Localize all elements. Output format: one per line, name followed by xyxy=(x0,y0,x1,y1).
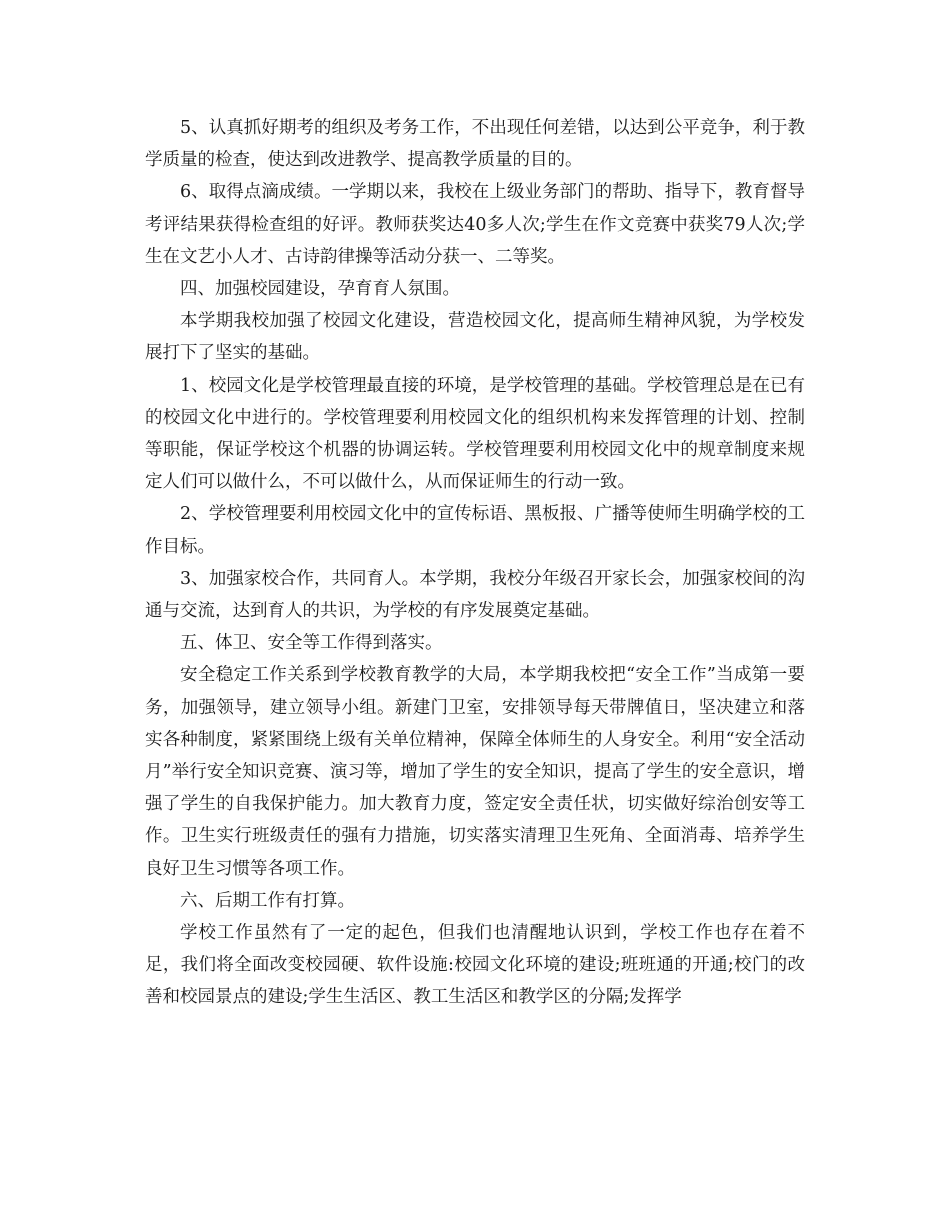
paragraph-campus-culture-management: 1、校园文化是学校管理最直接的环境，是学校管理的基础。学校管理总是在已有的校园文化中进行的。学校管理要利用校园文化的组织机构来发挥管理的计划、控制等职能，保证学校这个机器的协调运转。学校管理要利用校园文化中的规章制度来规定人们可以做什么，不可以做什么，从而保证师生的行动一致。 xyxy=(145,375,805,493)
paragraph-achievements: 6、取得点滴成绩。一学期以来，我校在上级业务部门的帮助、指导下，教育督导考评结果获得检查组的好评。教师获奖达40多人次;学生在作文竞赛中获奖79人次;学生在文艺小人才、古诗韵律操等活动分获一、二等奖。 xyxy=(145,182,805,267)
paragraph-future-plans: 学校工作虽然有了一定的起色，但我们也清醒地认识到，学校工作也存在着不足，我们将全面改变校园硬、软件设施:校园文化环境的建设;班班通的开通;校门的改善和校园景点的建设;学生生活区、教工生活区和教学区的分隔;发挥学 xyxy=(145,923,805,1008)
document-page xyxy=(145,112,805,1014)
paragraph-safety-work: 安全稳定工作关系到学校教育教学的大局，本学期我校把“安全工作”当成第一要务，加强领导，建立领导小组。新建门卫室，安排领导每天带牌值日，坚决建立和落实各种制度，紧紧围绕上级有关单位精神，保障全体师生的人身安全。利用“安全活动月”举行安全知识竞赛、演习等，增加了学生的安全知识，提高了学生的安全意识，增强了学生的自我保护能力。加大教育力度，签定安全责任状，切实做好综治创安等工作。卫生实行班级责任的强有力措施，切实落实清理卫生死角、全面消毒、培养学生良好卫生习惯等各项工作。 xyxy=(145,665,805,879)
paragraph-home-school-cooperation: 3、加强家校合作，共同育人。本学期，我校分年级召开家长会，加强家校间的沟通与交流，达到育人的共识，为学校的有序发展奠定基础。 xyxy=(145,568,805,622)
heading-health-safety: 五、体卫、安全等工作得到落实。 xyxy=(180,633,443,654)
heading-future-plans: 六、后期工作有打算。 xyxy=(180,890,355,911)
paragraph-campus-culture-intro: 本学期我校加强了校园文化建设，营造校园文化，提高师生精神风貌，为学校发展打下了坚实的基础。 xyxy=(145,311,805,364)
paragraph-campus-publicity: 2、学校管理要利用校园文化中的宣传标语、黑板报、广播等使师生明确学校的工作目标。 xyxy=(145,504,805,557)
paragraph-exam-organization: 5、认真抓好期考的组织及考务工作，不出现任何差错，以达到公平竞争，利于教学质量的检查，使达到改进教学、提高教学质量的目的。 xyxy=(145,118,805,171)
heading-campus-construction: 四、加强校园建设，孕育育人氛围。 xyxy=(180,279,460,300)
